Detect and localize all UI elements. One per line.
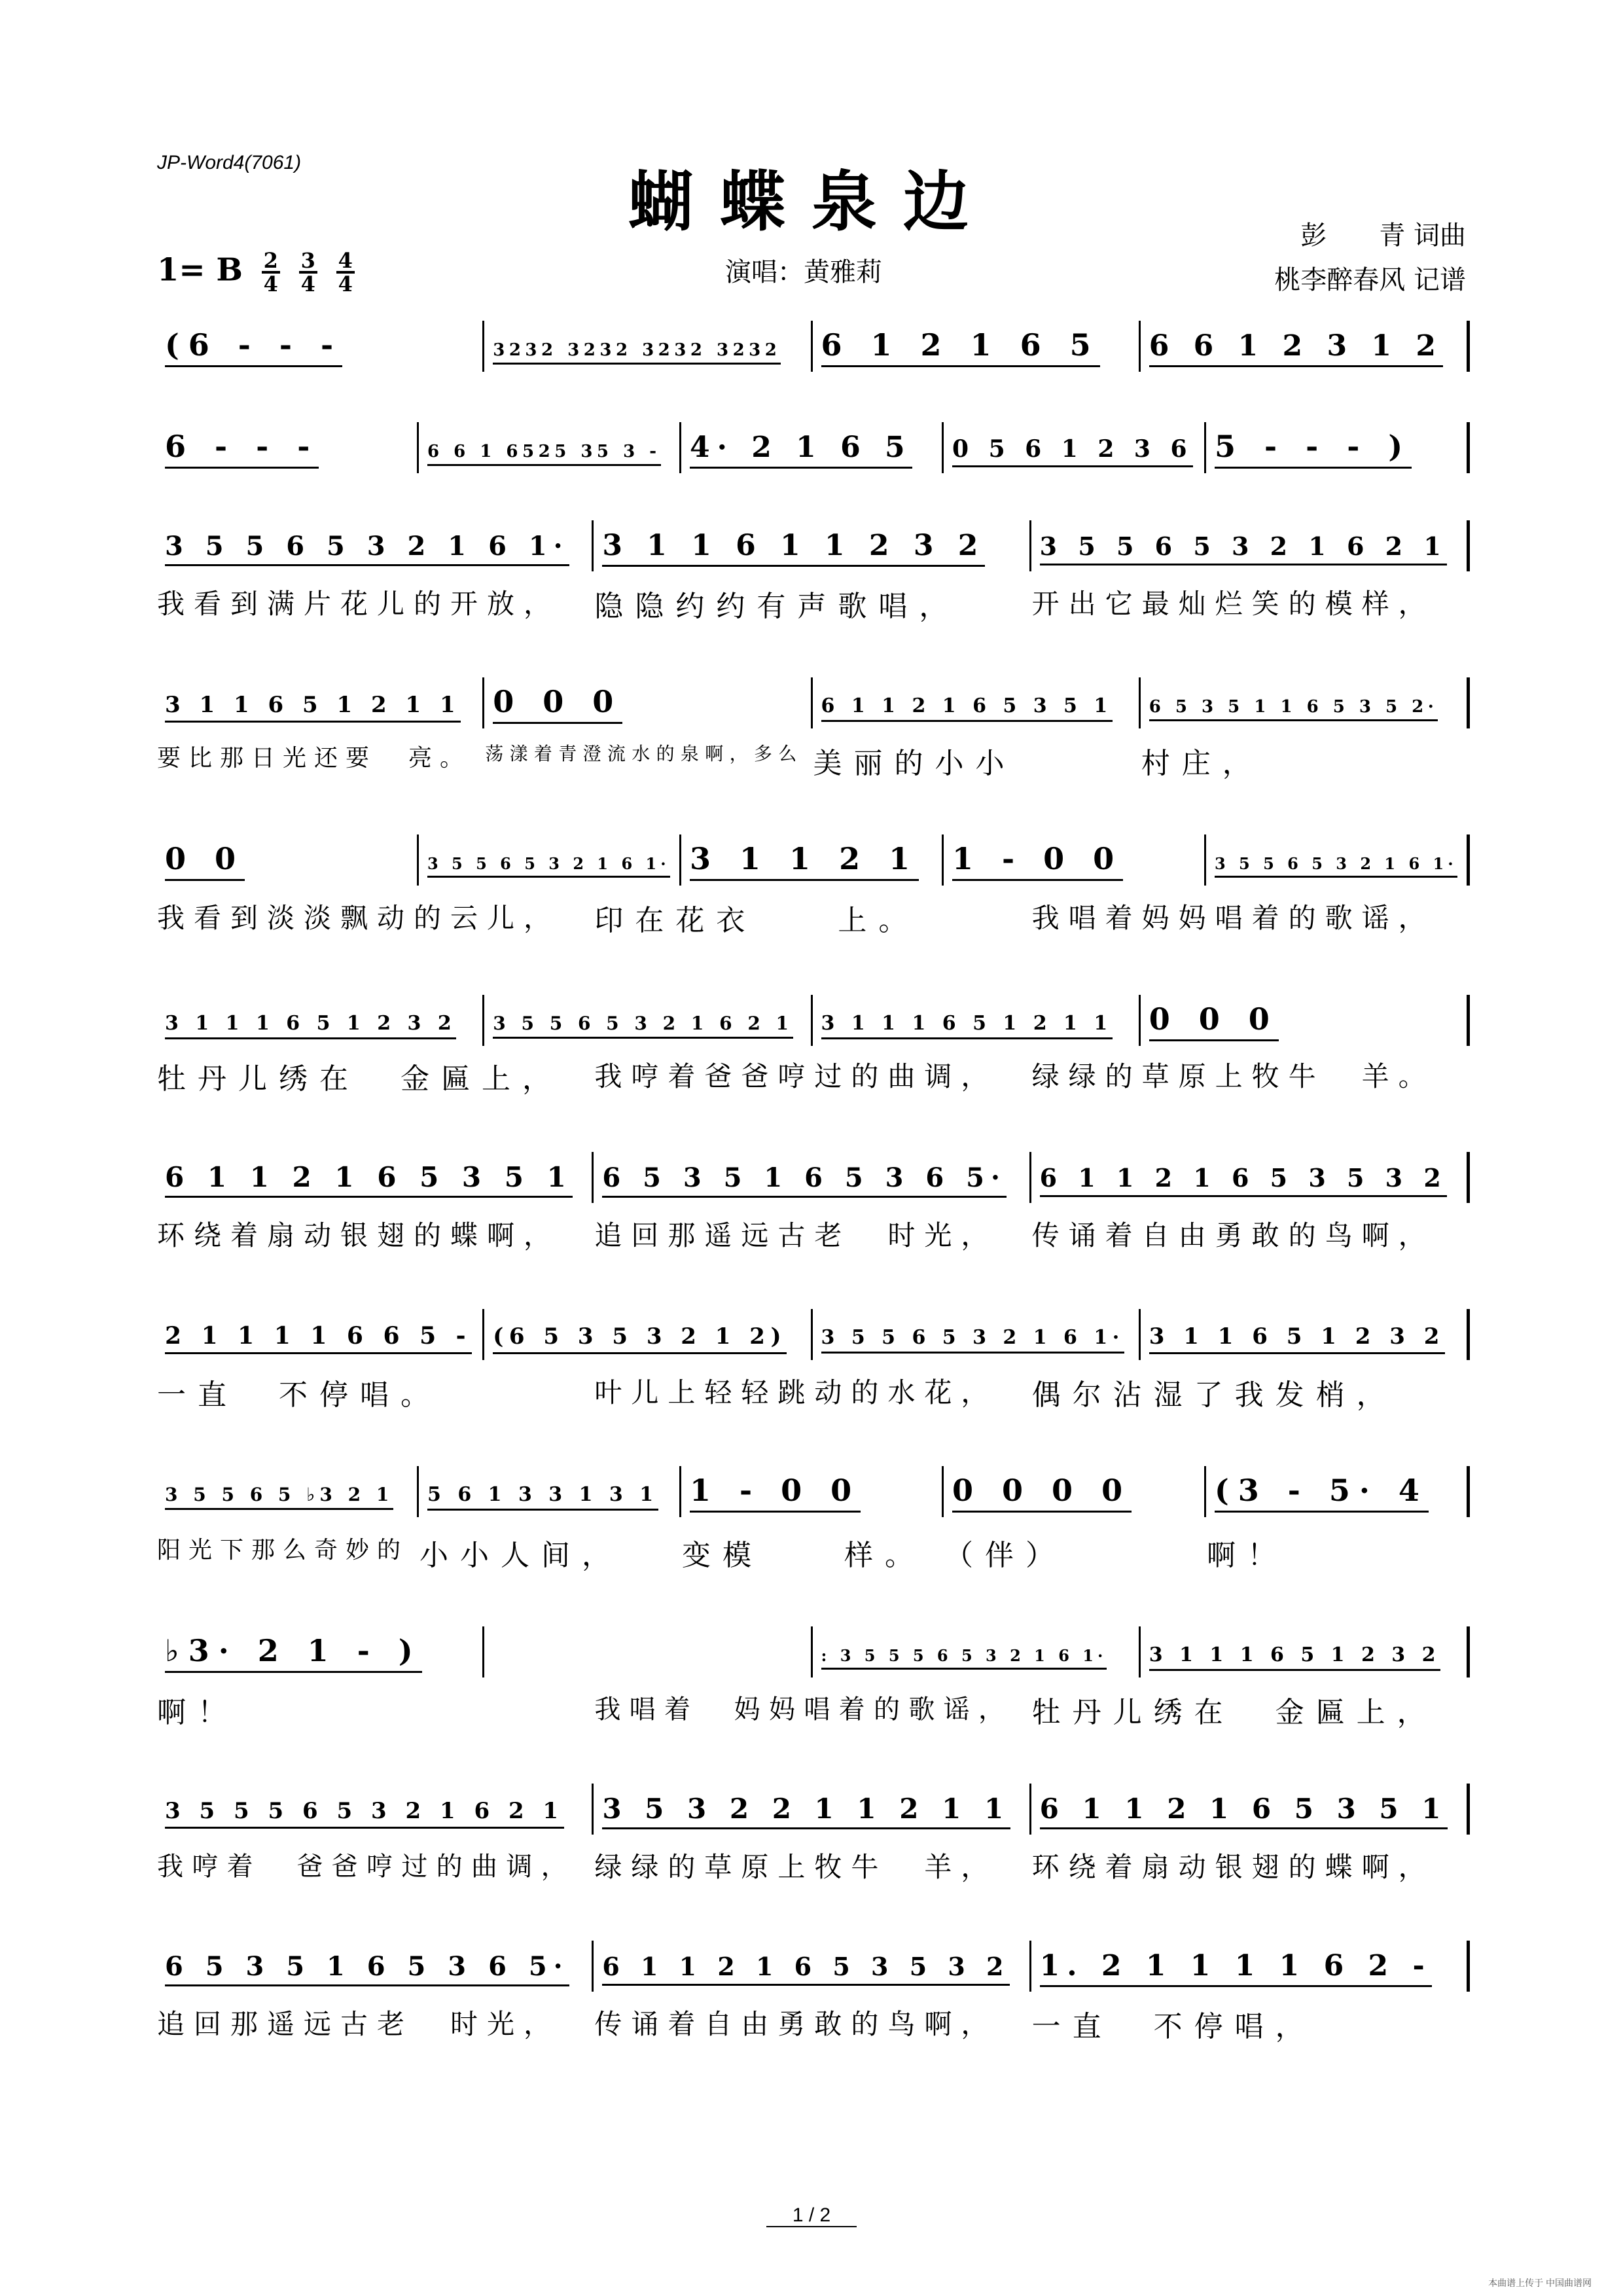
measure-notes: 5 6 1 3 3 1 3 1 (427, 1483, 658, 1511)
bar-line (679, 422, 681, 473)
bar-line (942, 1466, 944, 1517)
bar-line (1139, 677, 1141, 728)
measure (821, 1316, 1124, 1354)
watermark: 本曲谱上传于 中国曲谱网 (1488, 2278, 1592, 2288)
bar-line (1467, 995, 1470, 1046)
measure-notes: 5 - - - ) (1215, 429, 1412, 469)
lyric-phrase: 牡丹儿绣在 金匾上， (1031, 1696, 1438, 1729)
measure (1040, 1790, 1448, 1829)
singer-credit: 演唱：黄雅莉 (725, 257, 882, 287)
measure-notes: 3 1 1 6 5 1 2 1 1 (165, 692, 461, 723)
bar-line (1467, 834, 1470, 886)
bar-line (1467, 1466, 1470, 1517)
bar-line (1467, 1941, 1470, 1992)
lyric-phrase: 阳光下那么奇妙的 (157, 1537, 409, 1564)
bar-line (1029, 1152, 1031, 1203)
measure-notes: 6 6 1 6525 35 3 - (427, 442, 661, 466)
bar-line (1467, 677, 1470, 728)
measure-notes: 3 1 1 6 1 1 2 3 2 (602, 529, 985, 567)
bar-line (1467, 1152, 1470, 1203)
lyric-phrase: 追回那遥远古老 时光， (594, 1219, 998, 1251)
time-signature-2-4: $\frac{2}{4}$ (262, 250, 280, 295)
lyric-phrase: 印在花衣 上。 (594, 904, 919, 937)
bar-line (1467, 1309, 1470, 1360)
measure-notes: (6 - - - (165, 327, 342, 367)
lyric-phrase: 变模 样。 (682, 1539, 925, 1572)
measure-notes: 3 1 1 1 6 5 1 2 3 2 (1149, 1643, 1440, 1671)
measure-notes: 3 1 1 6 5 1 2 3 2 (1149, 1323, 1445, 1354)
measure-notes: 3 5 5 6 5 3 2 1 6 2 1 (1040, 531, 1448, 565)
bar-line (811, 321, 813, 372)
bar-line (1204, 422, 1206, 473)
bar-line (1467, 1626, 1470, 1677)
measure (1040, 1947, 1432, 1987)
measure (493, 1001, 793, 1039)
measure (165, 429, 319, 469)
measure-notes: 6 - - - (165, 429, 319, 469)
measure-notes: ♭3· 2 1 - ) (165, 1633, 422, 1673)
lyric-phrase: 我哼着 爸爸哼过的曲调， (157, 1852, 576, 1882)
bar-line (1139, 995, 1141, 1046)
bar-line (1467, 422, 1470, 473)
measure-notes: 3 5 3 2 2 1 1 2 1 1 (602, 1793, 1010, 1829)
measure-notes: 1 - 0 0 (952, 841, 1123, 881)
measure (952, 429, 1193, 467)
measure (427, 429, 661, 466)
measure (1149, 1316, 1445, 1354)
measure (1149, 684, 1438, 721)
measure (165, 841, 245, 881)
bar-line (482, 321, 484, 372)
measure (165, 1947, 569, 1986)
lyric-phrase: 我唱着妈妈唱着的歌谣， (1031, 902, 1435, 934)
measure-notes: 3 1 1 2 1 (690, 841, 919, 881)
measure (1149, 327, 1443, 367)
measure-notes: 6 1 2 1 6 5 (821, 327, 1100, 367)
bar-line (1139, 1626, 1141, 1677)
measure (602, 1790, 1010, 1829)
lyric-phrase: 环绕着扇动银翅的蝶啊， (1031, 1851, 1435, 1883)
measure (427, 841, 670, 878)
key-label: 1= B (157, 251, 243, 289)
measure-notes: 0 0 0 0 (952, 1473, 1132, 1513)
bar-line (942, 422, 944, 473)
measure (952, 841, 1123, 881)
measure-notes: 6 5 3 5 1 6 5 3 6 5· (602, 1162, 1007, 1198)
lyric-phrase: 隐隐约约有声歌唱， (594, 590, 960, 623)
bar-line (482, 1309, 484, 1360)
measure-notes: 6 6 1 2 3 1 2 (1149, 329, 1443, 367)
measure (1149, 1001, 1279, 1041)
bar-line (1029, 1941, 1031, 1992)
measure-notes: (3 - 5· 4 (1215, 1473, 1429, 1513)
bar-line (811, 677, 813, 728)
measure (165, 684, 461, 723)
measure-notes: 3232 3232 3232 3232 (493, 340, 781, 365)
lyric-phrase: 小小人间， (419, 1539, 622, 1572)
key-signature (157, 250, 355, 295)
measure (493, 684, 622, 724)
lyric-phrase: 啊！ (157, 1696, 238, 1729)
lyric-phrase: 叶儿上轻轻跳动的水花， (594, 1376, 998, 1408)
measure (1215, 841, 1457, 878)
measure-notes: 4· 2 1 6 5 (690, 431, 912, 469)
lyric-phrase: 荡漾着青澄流水的泉啊，多么 (485, 743, 803, 764)
bar-line (592, 1152, 594, 1203)
lyric-phrase: 一直 不停唱。 (157, 1378, 441, 1412)
lyric-phrase: 追回那遥远古老 时光， (157, 2008, 561, 2040)
measure (493, 1316, 787, 1354)
bar-line (811, 1626, 813, 1677)
page-number: 1 / 2 (0, 2204, 1623, 2227)
measure (602, 527, 985, 567)
measure-notes: 3 5 5 6 5 3 2 1 6 1· (821, 1326, 1124, 1354)
measure (1040, 527, 1448, 565)
measure-notes: 3 5 5 6 5 3 2 1 6 1· (427, 854, 670, 878)
lyric-phrase: 我哼着爸爸哼过的曲调， (594, 1060, 998, 1092)
measure (690, 841, 919, 881)
lyric-phrase: 传诵着自由勇敢的鸟啊， (594, 2008, 998, 2040)
bar-line (811, 1309, 813, 1360)
bar-line (592, 520, 594, 571)
time-signature-3-4: $\frac{3}{4}$ (299, 250, 317, 295)
lyric-phrase: 啊！ (1207, 1539, 1288, 1572)
lyric-phrase: 偶尔沾湿了我发梢， (1031, 1378, 1397, 1412)
bar-line (679, 834, 681, 886)
measure (821, 684, 1113, 722)
bar-line (1467, 321, 1470, 372)
measure-notes: 0 0 (165, 841, 245, 881)
lyric-phrase: 传诵着自由勇敢的鸟啊， (1031, 1219, 1435, 1251)
measure (952, 1473, 1132, 1513)
lyric-phrase: 我唱着 妈妈唱着的歌谣， (594, 1695, 1014, 1725)
measure (165, 1633, 422, 1673)
lyric-phrase: 开出它最灿烂笑的模样， (1031, 588, 1435, 620)
bar-line (417, 834, 419, 886)
measure-notes: 6 1 1 2 1 6 5 3 5 1 (1040, 1793, 1448, 1829)
bar-line (811, 995, 813, 1046)
bar-line (482, 1626, 484, 1677)
bar-line (482, 677, 484, 728)
measure (165, 327, 342, 367)
credits (1274, 213, 1466, 302)
measure-notes: 6 1 1 2 1 6 5 3 5 1 (165, 1161, 573, 1198)
measure (690, 429, 912, 469)
bar-line (1029, 520, 1031, 571)
measure-notes: 6 5 3 5 1 1 6 5 3 5 2· (1149, 697, 1438, 721)
measure-notes: 6 5 3 5 1 6 5 3 6 5· (165, 1951, 569, 1986)
measure (690, 1473, 861, 1513)
measure (602, 1947, 1010, 1986)
measure (1215, 429, 1412, 469)
bar-line (1139, 1309, 1141, 1360)
lyric-phrase: 绿绿的草原上牧牛 羊， (594, 1851, 998, 1883)
lyric-phrase: 牡丹儿绣在 金匾上， (157, 1062, 563, 1096)
transcriber-credit: 桃李醉春风 记谱 (1274, 265, 1466, 295)
software-label: JP-Word4(7061) (157, 152, 302, 173)
measure-notes: 2 1 1 1 1 6 6 5 - (165, 1322, 472, 1354)
measure (821, 1633, 1107, 1670)
bar-line (482, 995, 484, 1046)
song-title: 蝴蝶泉边 (628, 163, 995, 240)
measure-notes: 3 5 5 6 5 3 2 1 6 2 1 (493, 1013, 793, 1039)
bar-line (679, 1466, 681, 1517)
measure-notes: 1. 2 1 1 1 1 6 2 - (1040, 1949, 1432, 1987)
measure (165, 1001, 456, 1039)
measure-notes: 3 1 1 1 6 5 1 2 3 2 (165, 1012, 456, 1039)
bar-line (417, 1466, 419, 1517)
music-line (157, 429, 1469, 507)
bar-line (1204, 834, 1206, 886)
measure (165, 527, 569, 566)
measure (165, 1473, 393, 1510)
lyric-phrase: 绿绿的草原上牧牛 羊。 (1031, 1060, 1435, 1092)
music-line (157, 327, 1469, 406)
lyric-phrase: 我看到淡淡飘动的云儿， (157, 902, 561, 934)
measure-notes: : 3 5 5 5 6 5 3 2 1 6 1· (821, 1646, 1107, 1670)
measure-notes: 1 - 0 0 (690, 1473, 861, 1513)
measure (602, 1158, 1007, 1198)
measure (1149, 1633, 1440, 1671)
bar-line (592, 1941, 594, 1992)
measure (165, 1316, 472, 1354)
lyric-phrase: 我看到满片花儿的开放， (157, 588, 561, 620)
measure-notes: 6 1 1 2 1 6 5 3 5 1 (821, 694, 1113, 722)
measure-notes: 3 5 5 6 5 3 2 1 6 1· (165, 531, 569, 566)
bar-line (417, 422, 419, 473)
time-signature-4-4: $\frac{4}{4}$ (336, 250, 355, 295)
measure-notes: (6 5 3 5 3 2 1 2) (493, 1323, 787, 1354)
measure (1215, 1473, 1429, 1513)
lyric-phrase: 要比那日光还要 亮。 (157, 745, 472, 772)
composer-credit: 彭 青 词曲 (1300, 221, 1466, 251)
lyric-phrase: （伴） (944, 1539, 1066, 1572)
measure (427, 1473, 658, 1511)
bar-line (1467, 1784, 1470, 1835)
bar-line (942, 834, 944, 886)
measure-notes: 0 0 0 (1149, 1001, 1279, 1041)
lyric-phrase: 村庄， (1141, 747, 1263, 780)
bar-line (1204, 1466, 1206, 1517)
measure-notes: 3 5 5 6 5 ♭3 2 1 (165, 1484, 393, 1510)
lyric-phrase: 美丽的小小 (813, 747, 1016, 780)
measure-notes: 3 1 1 1 6 5 1 2 1 1 (821, 1012, 1113, 1039)
bar-line (1139, 321, 1141, 372)
bar-line (1029, 1784, 1031, 1835)
measure-notes: 3 5 5 6 5 3 2 1 6 1· (1215, 854, 1457, 878)
measure-notes: 0 0 0 (493, 684, 622, 724)
measure (1040, 1158, 1448, 1197)
measure (165, 1158, 573, 1198)
measure (493, 327, 781, 365)
lyric-phrase: 一直 不停唱， (1031, 2010, 1316, 2043)
measure-notes: 3 5 5 5 6 5 3 2 1 6 2 1 (165, 1798, 564, 1829)
bar-line (592, 1784, 594, 1835)
measure-notes: 0 5 6 1 2 3 6 (952, 435, 1193, 467)
bar-line (1467, 520, 1470, 571)
measure (821, 327, 1100, 367)
measure (821, 1001, 1113, 1039)
measure (165, 1790, 564, 1829)
measure-notes: 6 1 1 2 1 6 5 3 5 3 2 (1040, 1163, 1448, 1197)
lyric-phrase: 环绕着扇动银翅的蝶啊， (157, 1219, 561, 1251)
measure-notes: 6 1 1 2 1 6 5 3 5 3 2 (602, 1952, 1010, 1986)
